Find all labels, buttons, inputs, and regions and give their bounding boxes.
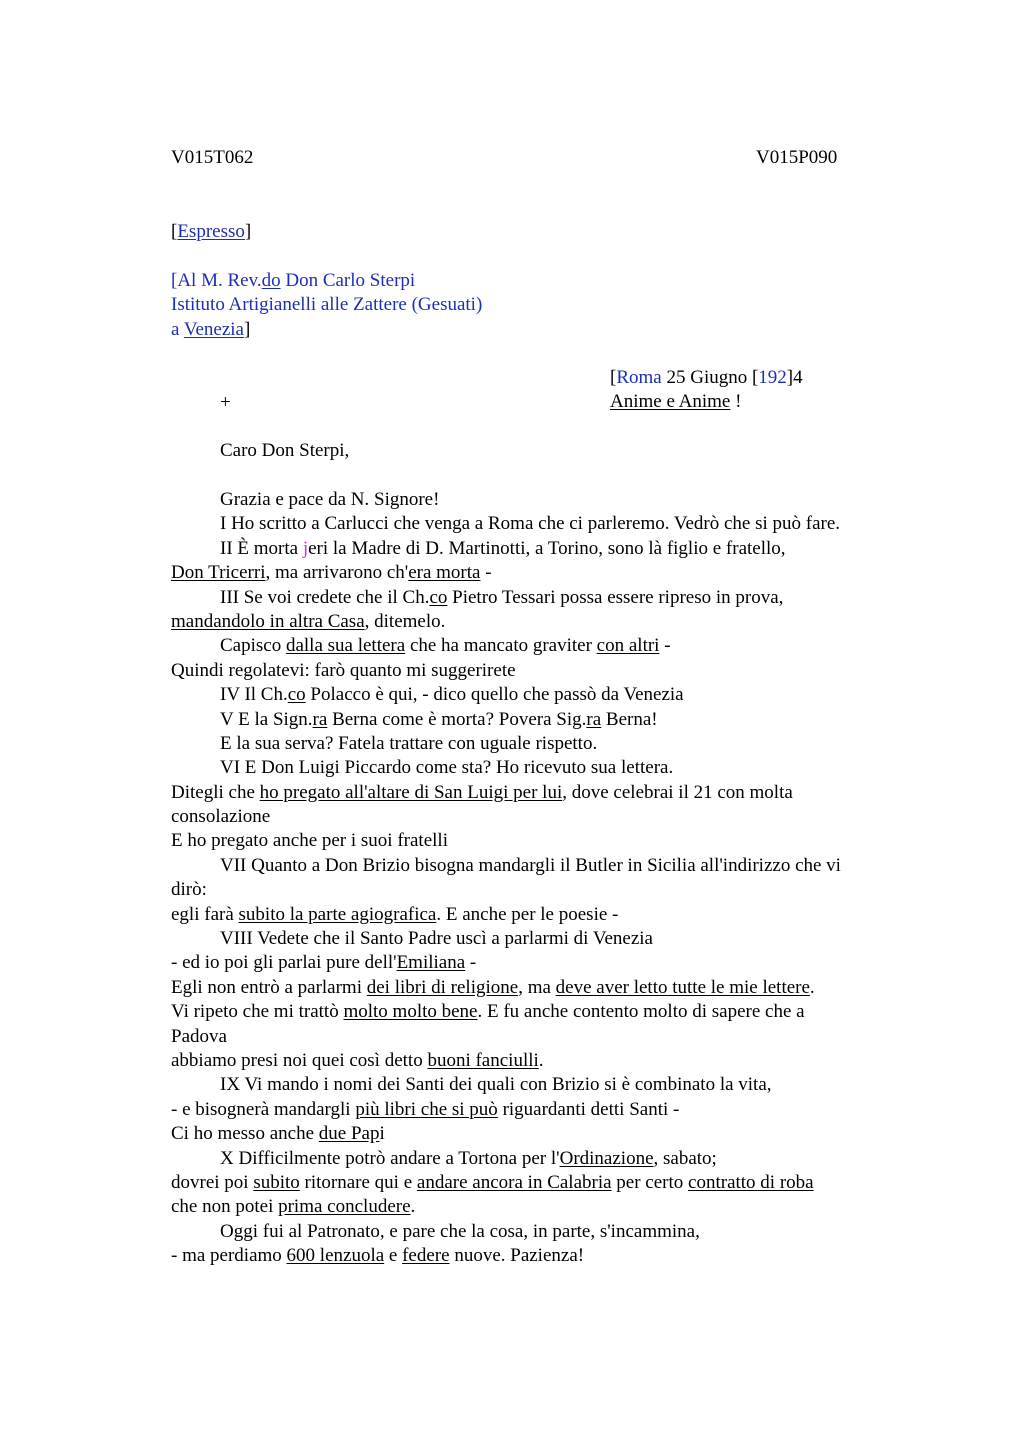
- espresso-note: [Espresso]: [171, 221, 252, 242]
- body-line: X Difficilmente potrò andare a Tortona per l'Ordinazione, sabato;: [220, 1147, 717, 1169]
- address-line-3: a Venezia]: [171, 318, 251, 340]
- body-line: E ho pregato anche per i suoi fratelli: [171, 830, 448, 852]
- body-line: Vi ripeto che mi trattò molto molto bene. E fu anche contento molto di sapere che a: [171, 1001, 805, 1023]
- body-line: I Ho scritto a Carlucci che venga a Roma che ci parleremo. Vedrò che si può fare.: [220, 513, 841, 535]
- body-line: Grazia e pace da N. Signore!: [220, 489, 440, 510]
- address-block: [171, 269, 482, 342]
- body-line: VII Quanto a Don Brizio bisogna mandargli il Butler in Sicilia all'indirizzo che vi: [220, 854, 841, 876]
- address-line-1: [Al M. Rev.do Don Carlo Sterpi: [171, 270, 416, 291]
- document-code-left: V015T062: [171, 147, 254, 168]
- body-line: VI E Don Luigi Piccardo come sta? Ho ricevuto sua lettera.: [220, 757, 674, 779]
- body-line: II È morta jeri la Madre di D. Martinotti, a Torino, sono là figlio e fratello,: [220, 537, 786, 559]
- body-line: IX Vi mando i nomi dei Santi dei quali con Brizio si è combinato la vita,: [220, 1074, 772, 1096]
- body-line: Egli non entrò a parlarmi dei libri di religione, ma deve aver letto tutte le mie lettere.: [171, 976, 815, 998]
- body-line: Padova: [171, 1025, 227, 1047]
- espresso-label: Espresso: [177, 221, 245, 242]
- body-line: V E la Sign.ra Berna come è morta? Povera Sig.ra Berna!: [220, 708, 658, 730]
- body-line: - ed io poi gli parlai pure dell'Emiliana -: [171, 952, 477, 974]
- body-line: Ditegli che ho pregato all'altare di San Luigi per lui, dove celebrai il 21 con molta: [171, 781, 793, 803]
- body-line: dovrei poi subito ritornare qui e andare ancora in Calabria per certo contratto di roba: [171, 1171, 814, 1193]
- letter-body: [171, 488, 911, 1269]
- body-line: IV Il Ch.co Polacco è qui, - dico quello che passò da Venezia: [220, 684, 684, 706]
- dateline: [610, 366, 803, 415]
- body-line: Quindi regolatevi: farò quanto mi suggerirete: [171, 659, 516, 681]
- body-line: dirò:: [171, 879, 207, 901]
- body-line: abbiamo presi noi quei così detto buoni fanciulli.: [171, 1049, 544, 1071]
- cross-symbol: +: [220, 392, 231, 413]
- body-line: che non potei prima concludere.: [171, 1196, 416, 1218]
- body-line: III Se voi credete che il Ch.co Pietro Tessari possa essere ripreso in prova,: [220, 586, 784, 608]
- greeting: Caro Don Sterpi,: [220, 440, 350, 461]
- body-line: E la sua serva? Fatela trattare con uguale rispetto.: [220, 732, 598, 754]
- body-line: VIII Vedete che il Santo Padre uscì a parlarmi di Venezia: [220, 928, 653, 950]
- address-line-2: Istituto Artigianelli alle Zattere (Gesuati): [171, 294, 483, 316]
- body-line: - e bisognerà mandargli più libri che si può riguardanti detti Santi -: [171, 1098, 680, 1120]
- body-line: Ci ho messo anche due Papi: [171, 1123, 385, 1145]
- body-line: - ma perdiamo 600 lenzuola e federe nuove. Pazienza!: [171, 1245, 585, 1267]
- dateline-motto: Anime e Anime !: [610, 391, 742, 413]
- body-line: egli farà subito la parte agiografica. E anche per le poesie -: [171, 903, 619, 925]
- dateline-date: [Roma 25 Giugno [192]4: [610, 367, 803, 388]
- body-line: Capisco dalla sua lettera che ha mancato graviter con altri -: [220, 635, 671, 657]
- body-line: Don Tricerri, ma arrivarono ch'era morta -: [171, 562, 492, 584]
- body-line: mandandolo in altra Casa, ditemelo.: [171, 610, 446, 632]
- body-line: Oggi fui al Patronato, e pare che la cosa, in parte, s'incammina,: [220, 1220, 700, 1242]
- body-line: consolazione: [171, 806, 271, 828]
- document-code-right: V015P090: [756, 147, 838, 168]
